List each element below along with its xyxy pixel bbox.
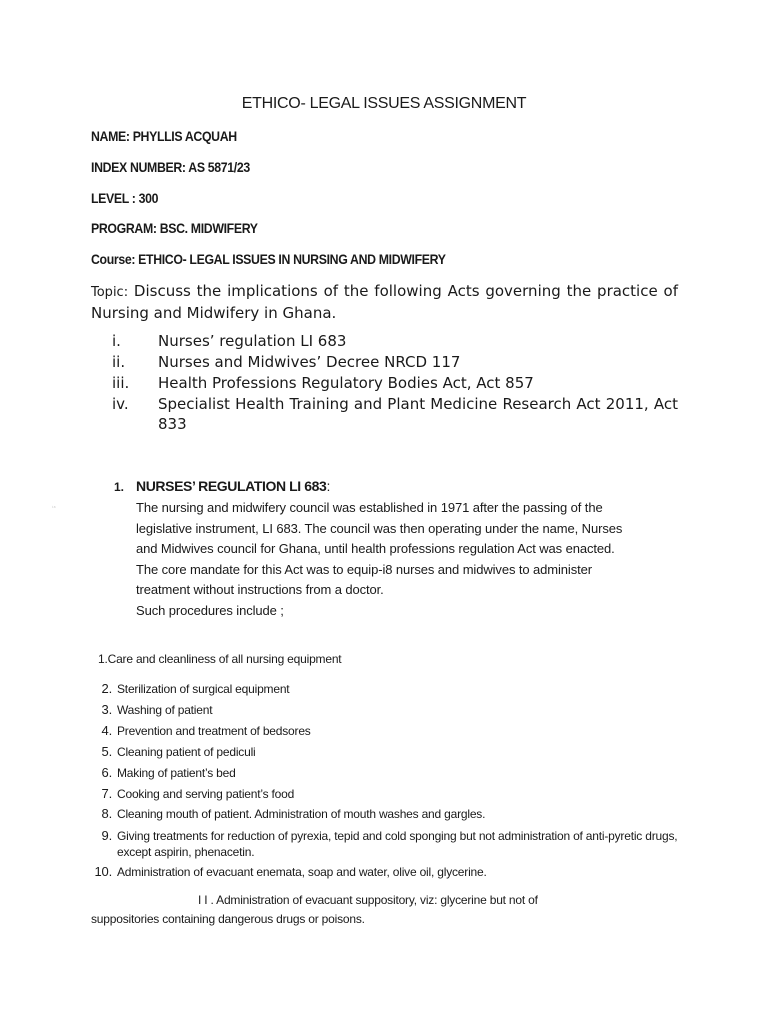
section-number: 1. <box>114 480 125 494</box>
act-text: Specialist Health Training and Plant Medicine Research Act 2011, Act 833 <box>158 395 678 433</box>
act-text: Health Professions Regulatory Bodies Act, Act 857 <box>158 374 534 392</box>
list-number: 6. <box>101 765 112 780</box>
list-number: 2. <box>101 681 112 696</box>
student-name: NAME: PHYLLIS ACQUAH <box>91 128 237 144</box>
list-number: 4. <box>101 723 112 738</box>
list-text: Cooking and serving patient’s food <box>117 787 295 801</box>
paragraph-line: treatment without instructions from a doctor. <box>136 582 384 597</box>
act-text: Nurses and Midwives’ Decree NRCD 117 <box>158 353 461 371</box>
item-eleven-line-1: I I . Administration of evacuant suppository, viz: glycerine but not of <box>198 893 538 907</box>
procedure-item-1: 1.Care and cleanliness of all nursing equipment <box>98 652 342 666</box>
section-paragraph <box>136 498 676 621</box>
list-text: Cleaning patient of pediculi <box>117 745 256 759</box>
list-number: 7. <box>101 786 112 801</box>
list-text: Giving treatments for reduction of pyrexia, tepid and cold sponging but not administration of anti-pyretic drugs, except aspirin, phenacetin. <box>117 829 678 859</box>
topic-label: Topic: <box>91 285 129 300</box>
course: Course: ETHICO- LEGAL ISSUES IN NURSING AND MIDWIFERY <box>91 251 446 267</box>
section-heading <box>114 478 330 494</box>
act-number: ii. <box>112 353 126 371</box>
program: PROGRAM: BSC. MIDWIFERY <box>91 220 258 236</box>
section-title: NURSES’ REGULATION LI 683 <box>136 478 327 494</box>
list-text: Sterilization of surgical equipment <box>117 682 290 696</box>
paragraph-line: Such procedures include ; <box>136 602 284 618</box>
list-number: 9. <box>101 828 112 843</box>
list-text: Making of patient’s bed <box>117 766 236 780</box>
list-text: Cleaning mouth of patient. Administration of mouth washes and gargles. <box>117 807 486 821</box>
list-number: 3. <box>101 702 112 717</box>
list-text: Prevention and treatment of bedsores <box>117 724 311 738</box>
topic-text: Discuss the implications of the following Acts governing the practice of Nursing and Midwifery in Ghana. <box>91 282 678 322</box>
level: LEVEL : 300 <box>91 190 159 206</box>
procedure-item-11 <box>91 891 681 929</box>
index-number: INDEX NUMBER: AS 5871/23 <box>91 159 250 175</box>
paragraph-line: legislative instrument, LI 683. The council was then operating under the name, Nurses <box>136 520 623 536</box>
act-number: iv. <box>112 395 129 413</box>
act-text: Nurses’ regulation LI 683 <box>158 332 347 350</box>
list-text: Washing of patient <box>117 703 213 717</box>
act-number: i. <box>112 332 121 350</box>
paragraph-line: The nursing and midwifery council was established in 1971 after the passing of the <box>136 500 603 515</box>
list-number: 10. <box>94 864 112 879</box>
document-title: ETHICO- LEGAL ISSUES ASSIGNMENT <box>241 95 527 112</box>
margin-mark: ¹⁸ <box>52 505 56 511</box>
topic-paragraph <box>91 281 678 324</box>
paragraph-line: and Midwives council for Ghana, until health professions regulation Act was enacted. <box>136 541 615 556</box>
list-number: 5. <box>101 744 112 759</box>
act-number: iii. <box>112 374 130 392</box>
item-eleven-line-2: suppositories containing dangerous drugs or poisons. <box>91 912 365 926</box>
list-text: Administration of evacuant enemata, soap and water, olive oil, glycerine. <box>117 865 487 879</box>
list-number: 8. <box>101 806 112 821</box>
section-colon: : <box>326 478 331 494</box>
paragraph-line: The core mandate for this Act was to equip-i8 nurses and midwives to administer <box>136 561 592 577</box>
